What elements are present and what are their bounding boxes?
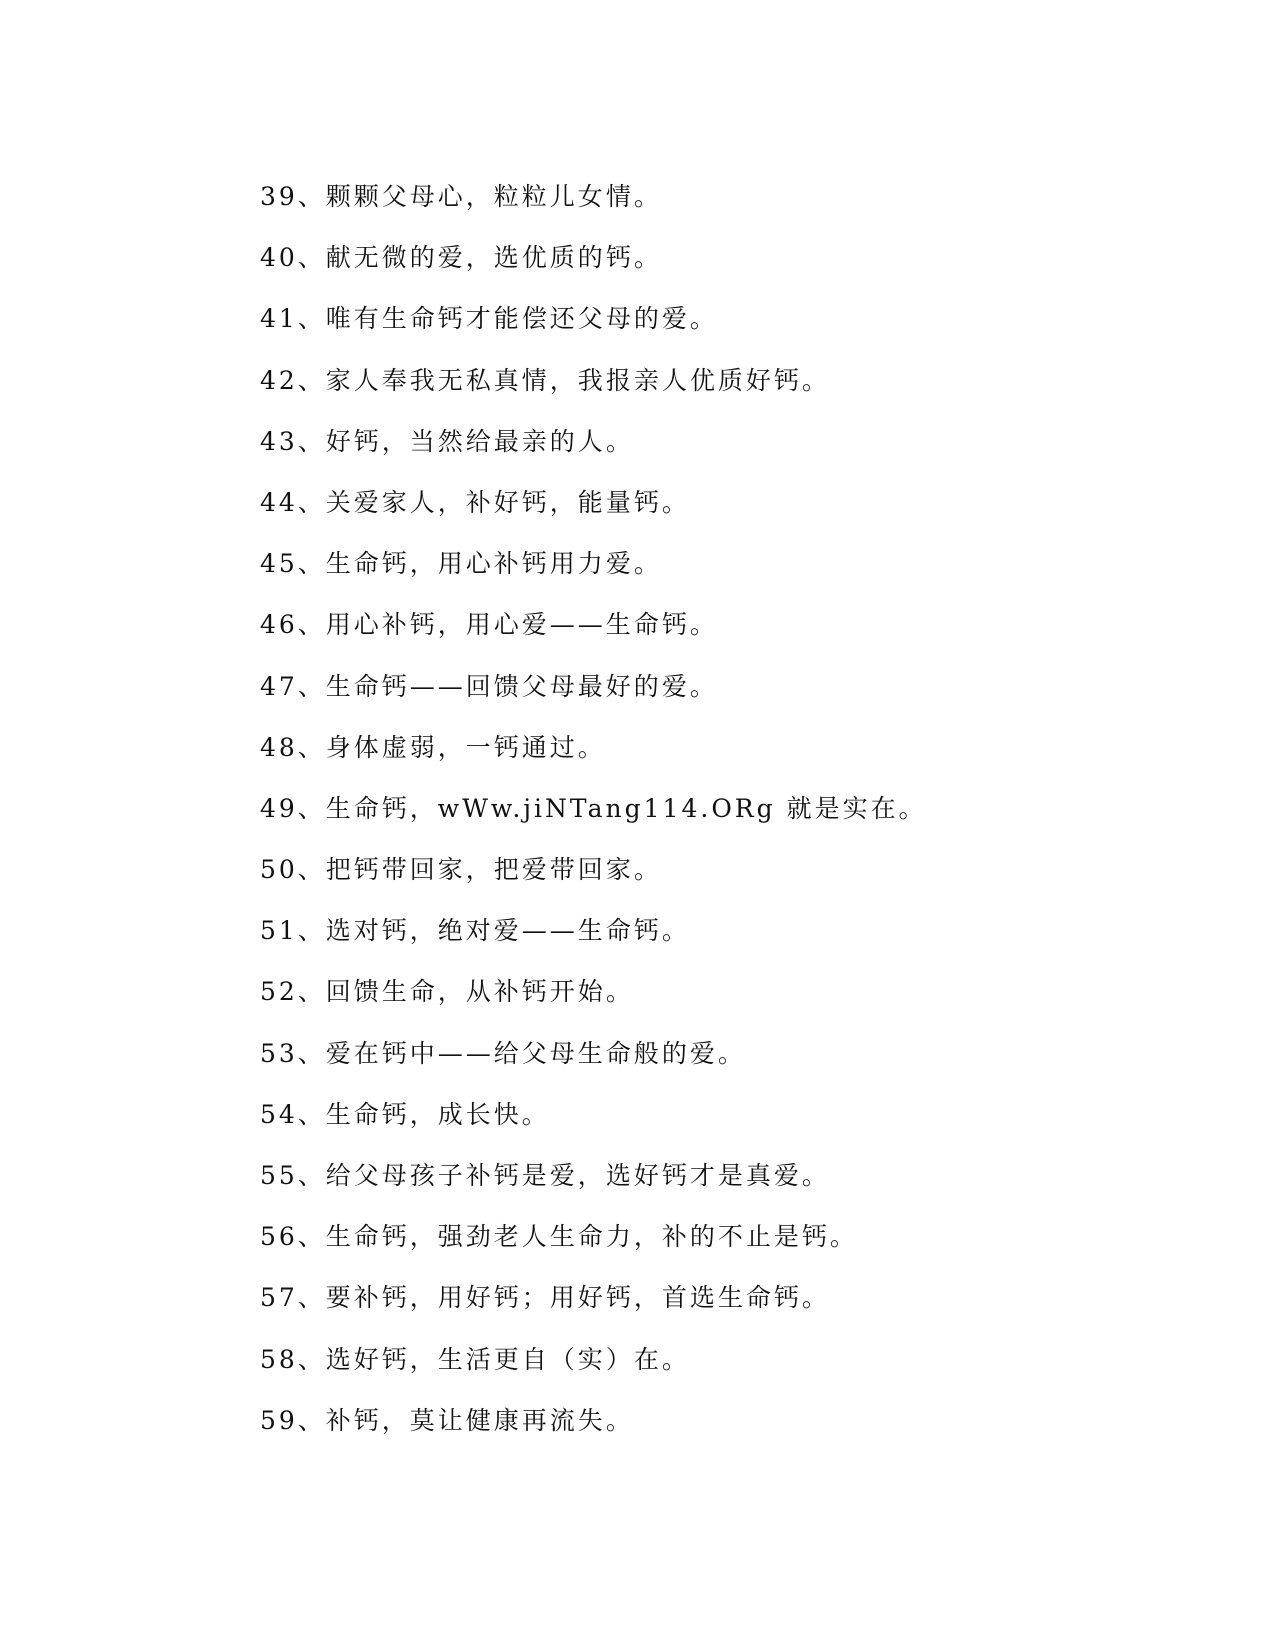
slogan-line-54: 54、生命钙，成长快。 (260, 1099, 550, 1129)
slogan-line-51: 51、选对钙，绝对爱——生命钙。 (260, 916, 690, 946)
slogan-line-44: 44、关爱家人，补好钙，能量钙。 (260, 487, 690, 517)
slogan-line-47: 47、生命钙——回馈父母最好的爱。 (260, 671, 718, 701)
slogan-line-46: 46、用心补钙，用心爱——生命钙。 (260, 610, 718, 640)
slogan-line-59: 59、补钙，莫让健康再流失。 (260, 1405, 634, 1435)
slogan-line-55: 55、给父母孩子补钙是爱，选好钙才是真爱。 (260, 1161, 830, 1190)
slogan-line-49: 49、生命钙，wWw.jiNTang114.ORg 就是实在。 (260, 793, 927, 823)
slogan-line-56: 56、生命钙，强劲老人生命力，补的不止是钙。 (260, 1222, 858, 1252)
slogan-line-58: 58、选好钙，生活更自（实）在。 (260, 1344, 690, 1374)
slogan-line-48: 48、身体虚弱，一钙通过。 (260, 732, 606, 762)
slogan-list (260, 166, 1160, 1451)
slogan-line-50: 50、把钙带回家，把爱带回家。 (260, 855, 662, 885)
slogan-line-45: 45、生命钙，用心补钙用力爱。 (260, 549, 662, 579)
slogan-line-57: 57、要补钙，用好钙；用好钙，首选生命钙。 (260, 1283, 830, 1313)
slogan-line-41: 41、唯有生命钙才能偿还父母的爱。 (260, 304, 718, 334)
slogan-line-43: 43、好钙，当然给最亲的人。 (260, 426, 634, 456)
slogan-line-42: 42、家人奉我无私真情，我报亲人优质好钙。 (260, 365, 830, 395)
slogan-line-40: 40、献无微的爱，选优质的钙。 (260, 243, 662, 273)
slogan-line-52: 52、回馈生命，从补钙开始。 (260, 977, 634, 1007)
slogan-line-39: 39、颗颗父母心，粒粒儿女情。 (260, 182, 662, 211)
slogan-line-53: 53、爱在钙中——给父母生命般的爱。 (260, 1038, 746, 1068)
